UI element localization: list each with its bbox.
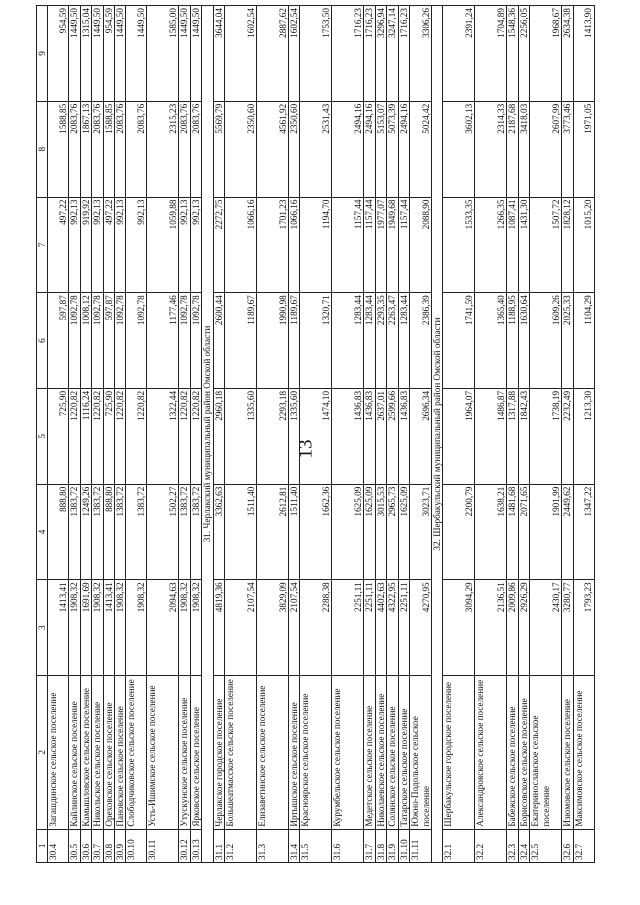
value-cell: 1188,95 <box>507 293 518 389</box>
value-cell: 992,13 <box>115 197 126 293</box>
settlement-name: Ярковское сельское поселение <box>190 676 201 830</box>
row-number: 30.9 <box>115 829 126 862</box>
value-cell: 1701,23 <box>257 197 289 293</box>
settlement-name: Бабежское сельское поселение <box>507 676 518 830</box>
value-cell: 1908,32 <box>190 580 201 676</box>
value-cell: 2531,43 <box>300 101 332 197</box>
value-cell: 1901,99 <box>530 484 562 580</box>
row-number: 32.7 <box>573 829 594 862</box>
settlement-name: Николаевское сельское поселение <box>375 676 386 830</box>
value-cell: 2251,11 <box>398 580 409 676</box>
header-cell: 3 <box>37 580 48 676</box>
row-number: 31.10 <box>398 829 409 862</box>
value-cell: 1625,09 <box>332 484 364 580</box>
value-cell: 1449,50 <box>69 6 80 102</box>
value-cell: 1220,82 <box>115 388 126 484</box>
value-cell: 2965,73 <box>387 484 398 580</box>
value-cell: 1249,26 <box>80 484 91 580</box>
value-cell: 1283,44 <box>364 293 375 389</box>
table-row <box>562 6 573 863</box>
value-cell: 1602,54 <box>289 6 300 102</box>
value-cell: 3247,14 <box>387 6 398 102</box>
table-row <box>530 6 562 863</box>
value-cell: 3602,13 <box>443 101 475 197</box>
value-cell: 2430,17 <box>530 580 562 676</box>
value-cell: 2256,05 <box>518 6 529 102</box>
value-cell: 597,87 <box>48 293 69 389</box>
settlement-name: Усть-Ишимское сельское поселение <box>147 676 179 830</box>
row-number: 32.3 <box>507 829 518 862</box>
value-cell: 1481,68 <box>507 484 518 580</box>
value-cell: 3023,71 <box>410 484 432 580</box>
value-cell: 1738,19 <box>530 388 562 484</box>
value-cell: 2251,11 <box>332 580 364 676</box>
value-cell: 3418,03 <box>518 101 529 197</box>
header-cell: 1 <box>37 829 48 862</box>
value-cell: 1585,00 <box>147 6 179 102</box>
header-cell: 2 <box>37 676 48 830</box>
row-number: 30.13 <box>190 829 201 862</box>
value-cell: 2083,76 <box>126 101 147 197</box>
value-cell: 954,59 <box>103 6 114 102</box>
value-cell: 1320,71 <box>300 293 332 389</box>
value-cell: 1908,32 <box>69 580 80 676</box>
section-title: 31. Черлакский муниципальный район Омской области <box>202 6 213 863</box>
table-row <box>443 6 475 863</box>
value-cell: 1335,60 <box>225 388 257 484</box>
value-cell: 3362,63 <box>213 484 224 580</box>
settlement-name: Солянское сельское поселение <box>387 676 398 830</box>
page-number: 13 <box>295 439 317 459</box>
value-cell: 1087,41 <box>507 197 518 293</box>
table-row <box>80 6 91 863</box>
value-cell: 2314,33 <box>475 101 507 197</box>
value-cell: 725,90 <box>103 388 114 484</box>
table-row <box>387 6 398 863</box>
row-number: 31.2 <box>225 829 257 862</box>
value-cell: 1704,89 <box>475 6 507 102</box>
value-cell: 2612,81 <box>257 484 289 580</box>
value-cell: 2251,11 <box>364 580 375 676</box>
value-cell: 1716,23 <box>398 6 409 102</box>
value-cell: 1220,82 <box>126 388 147 484</box>
value-cell: 1283,44 <box>332 293 364 389</box>
settlement-name: Ореховское сельское поселение <box>103 676 114 830</box>
value-cell: 2696,34 <box>410 388 432 484</box>
value-cell: 888,80 <box>48 484 69 580</box>
value-cell: 2887,62 <box>257 6 289 102</box>
value-cell: 2386,39 <box>410 293 432 389</box>
value-cell: 2449,62 <box>562 484 573 580</box>
row-number: 30.8 <box>103 829 114 862</box>
value-cell: 2637,01 <box>375 388 386 484</box>
row-number: 31.5 <box>300 829 332 862</box>
settlement-name: Иртышское сельское поселение <box>289 676 300 830</box>
value-cell: 992,13 <box>69 197 80 293</box>
value-cell: 888,80 <box>103 484 114 580</box>
value-cell: 1716,23 <box>332 6 364 102</box>
header-cell: 8 <box>37 101 48 197</box>
table-row <box>190 6 201 863</box>
value-cell: 1588,85 <box>103 101 114 197</box>
value-cell: 992,13 <box>92 197 103 293</box>
settlement-name: Камышловское сельское поселение <box>80 676 91 830</box>
value-cell: 1511,40 <box>289 484 300 580</box>
value-cell: 1383,72 <box>92 484 103 580</box>
value-cell: 1347,22 <box>573 484 594 580</box>
value-cell: 1968,67 <box>530 6 562 102</box>
value-cell: 1691,69 <box>80 580 91 676</box>
value-cell: 497,22 <box>48 197 69 293</box>
table-row <box>225 6 257 863</box>
row-number: 30.12 <box>179 829 190 862</box>
value-cell: 2083,76 <box>115 101 126 197</box>
value-cell: 725,90 <box>48 388 69 484</box>
value-cell: 1548,36 <box>507 6 518 102</box>
value-cell: 1266,35 <box>475 197 507 293</box>
value-cell: 1383,72 <box>115 484 126 580</box>
value-cell: 1189,67 <box>225 293 257 389</box>
value-cell: 1283,44 <box>398 293 409 389</box>
table-row <box>364 6 375 863</box>
value-cell: 1177,46 <box>147 293 179 389</box>
value-cell: 2083,76 <box>179 101 190 197</box>
value-cell: 2350,60 <box>289 101 300 197</box>
value-cell: 2272,75 <box>213 197 224 293</box>
value-cell: 5024,42 <box>410 101 432 197</box>
value-cell: 1436,83 <box>398 388 409 484</box>
value-cell: 1662,36 <box>300 484 332 580</box>
value-cell: 1753,50 <box>300 6 332 102</box>
header-row <box>37 6 48 863</box>
value-cell: 992,13 <box>179 197 190 293</box>
value-cell: 2494,16 <box>332 101 364 197</box>
row-number: 32.1 <box>443 829 475 862</box>
value-cell: 1220,82 <box>179 388 190 484</box>
value-cell: 1867,13 <box>80 101 91 197</box>
tariff-table <box>36 5 595 863</box>
value-cell: 3296,94 <box>375 6 386 102</box>
value-cell: 1066,16 <box>225 197 257 293</box>
settlement-name: Максимовское сельское поселение <box>573 676 594 830</box>
row-number: 32.6 <box>562 829 573 862</box>
value-cell: 1588,85 <box>48 101 69 197</box>
value-cell: 1449,50 <box>179 6 190 102</box>
value-cell: 1383,72 <box>126 484 147 580</box>
section-title: 32. Шербакульский муниципальный район Омской области <box>431 6 442 863</box>
value-cell: 1908,32 <box>92 580 103 676</box>
section-row <box>202 6 213 863</box>
value-cell: 3280,77 <box>562 580 573 676</box>
value-cell: 1971,05 <box>573 101 594 197</box>
table-row <box>115 6 126 863</box>
value-cell: 2200,79 <box>443 484 475 580</box>
value-cell: 1625,09 <box>364 484 375 580</box>
table-row <box>398 6 409 863</box>
header-cell: 5 <box>37 388 48 484</box>
value-cell: 2607,99 <box>530 101 562 197</box>
row-number: 30.11 <box>147 829 179 862</box>
section-row <box>431 6 442 863</box>
table-row <box>103 6 114 863</box>
value-cell: 1092,78 <box>92 293 103 389</box>
settlement-name: Александровское сельское поселение <box>475 676 507 830</box>
value-cell: 1213,30 <box>573 388 594 484</box>
value-cell: 2083,76 <box>92 101 103 197</box>
value-cell: 1092,78 <box>115 293 126 389</box>
table-row <box>518 6 529 863</box>
settlement-name: Большеатмасское сельское поселение <box>225 676 257 830</box>
table-row <box>48 6 69 863</box>
value-cell: 1908,32 <box>115 580 126 676</box>
settlement-name: Слободчиковское сельское поселение <box>126 676 147 830</box>
value-cell: 1157,44 <box>398 197 409 293</box>
value-cell: 1716,23 <box>364 6 375 102</box>
settlement-name: Южно-Подольское сельское поселение <box>410 676 432 830</box>
value-cell: 1317,88 <box>507 388 518 484</box>
value-cell: 1638,21 <box>475 484 507 580</box>
value-cell: 4819,36 <box>213 580 224 676</box>
settlement-name: Медетское сельское поселение <box>364 676 375 830</box>
value-cell: 1322,44 <box>147 388 179 484</box>
value-cell: 1220,82 <box>69 388 80 484</box>
table-row <box>92 6 103 863</box>
value-cell: 1908,32 <box>179 580 190 676</box>
value-cell: 992,13 <box>126 197 147 293</box>
table-row <box>69 6 80 863</box>
settlement-name: Черлакское городское поселение <box>213 676 224 830</box>
value-cell: 1449,50 <box>92 6 103 102</box>
settlement-name: Никольское сельское поселение <box>92 676 103 830</box>
settlement-name: Татарское сельское поселение <box>398 676 409 830</box>
value-cell: 1741,59 <box>443 293 475 389</box>
value-cell: 2293,35 <box>375 293 386 389</box>
row-number: 31.9 <box>387 829 398 862</box>
value-cell: 2288,38 <box>300 580 332 676</box>
settlement-name: Загашдинское сельское поселение <box>48 676 69 830</box>
value-cell: 5153,07 <box>375 101 386 197</box>
table-row <box>410 6 432 863</box>
value-cell: 1449,50 <box>115 6 126 102</box>
value-cell: 3773,46 <box>562 101 573 197</box>
value-cell: 1220,82 <box>190 388 201 484</box>
row-number: 31.1 <box>213 829 224 862</box>
value-cell: 1625,09 <box>398 484 409 580</box>
value-cell: 2494,16 <box>364 101 375 197</box>
row-number: 30.10 <box>126 829 147 862</box>
value-cell: 1365,40 <box>475 293 507 389</box>
value-cell: 1449,50 <box>190 6 201 102</box>
value-cell: 1908,32 <box>126 580 147 676</box>
value-cell: 1977,07 <box>375 197 386 293</box>
row-number: 31.6 <box>332 829 364 862</box>
value-cell: 954,59 <box>48 6 69 102</box>
value-cell: 2088,90 <box>410 197 432 293</box>
value-cell: 3829,09 <box>257 580 289 676</box>
row-number: 31.7 <box>364 829 375 862</box>
value-cell: 3644,04 <box>213 6 224 102</box>
settlement-name: Елизаветинское сельское поселение <box>257 676 289 830</box>
table-row <box>332 6 364 863</box>
value-cell: 2926,29 <box>518 580 529 676</box>
value-cell: 3015,53 <box>375 484 386 580</box>
header-cell: 7 <box>37 197 48 293</box>
value-cell: 1220,82 <box>92 388 103 484</box>
value-cell: 1015,20 <box>573 197 594 293</box>
settlement-name: Екатеринославское сельское поселение <box>530 676 562 830</box>
value-cell: 2071,65 <box>518 484 529 580</box>
value-cell: 5073,39 <box>387 101 398 197</box>
value-cell: 2599,66 <box>387 388 398 484</box>
value-cell: 4322,95 <box>387 580 398 676</box>
table-row <box>375 6 386 863</box>
tariff-table-rotated <box>36 5 632 863</box>
table-body <box>37 6 595 863</box>
value-cell: 1602,54 <box>225 6 257 102</box>
value-cell: 4402,63 <box>375 580 386 676</box>
row-number: 30.7 <box>92 829 103 862</box>
value-cell: 2634,38 <box>562 6 573 102</box>
row-number: 31.4 <box>289 829 300 862</box>
table-row <box>289 6 300 863</box>
value-cell: 1486,87 <box>475 388 507 484</box>
header-cell: 6 <box>37 293 48 389</box>
value-cell: 597,87 <box>103 293 114 389</box>
value-cell: 1315,04 <box>80 6 91 102</box>
value-cell: 1502,27 <box>147 484 179 580</box>
value-cell: 1609,26 <box>530 293 562 389</box>
row-number: 30.4 <box>48 829 69 862</box>
value-cell: 1413,41 <box>103 580 114 676</box>
value-cell: 1793,23 <box>573 580 594 676</box>
value-cell: 1092,78 <box>179 293 190 389</box>
header-cell: 4 <box>37 484 48 580</box>
value-cell: 2960,18 <box>213 388 224 484</box>
value-cell: 2391,24 <box>443 6 475 102</box>
value-cell: 1436,83 <box>332 388 364 484</box>
value-cell: 1092,78 <box>126 293 147 389</box>
value-cell: 2094,63 <box>147 580 179 676</box>
value-cell: 2293,18 <box>257 388 289 484</box>
value-cell: 1533,35 <box>443 197 475 293</box>
value-cell: 1157,44 <box>364 197 375 293</box>
settlement-name: Пановское сельское поселение <box>115 676 126 830</box>
table-row <box>573 6 594 863</box>
value-cell: 1157,44 <box>332 197 364 293</box>
value-cell: 1842,43 <box>518 388 529 484</box>
value-cell: 1008,12 <box>80 293 91 389</box>
value-cell: 3306,26 <box>410 6 432 102</box>
value-cell: 2136,51 <box>475 580 507 676</box>
value-cell: 919,92 <box>80 197 91 293</box>
value-cell: 4561,92 <box>257 101 289 197</box>
row-number: 31.3 <box>257 829 289 862</box>
value-cell: 2600,44 <box>213 293 224 389</box>
value-cell: 1431,30 <box>518 197 529 293</box>
value-cell: 1630,64 <box>518 293 529 389</box>
value-cell: 2107,54 <box>289 580 300 676</box>
table-row <box>126 6 147 863</box>
settlement-name: Курумбельское сельское поселение <box>332 676 364 830</box>
value-cell: 1092,78 <box>69 293 80 389</box>
table-row <box>475 6 507 863</box>
row-number: 32.2 <box>475 829 507 862</box>
value-cell: 3094,29 <box>443 580 475 676</box>
row-number: 30.6 <box>80 829 91 862</box>
row-number: 30.5 <box>69 829 80 862</box>
value-cell: 1949,68 <box>387 197 398 293</box>
value-cell: 1335,60 <box>289 388 300 484</box>
value-cell: 992,13 <box>190 197 201 293</box>
value-cell: 2187,68 <box>507 101 518 197</box>
settlement-name: Изюмовское сельское поселение <box>562 676 573 830</box>
value-cell: 1383,72 <box>69 484 80 580</box>
value-cell: 1511,40 <box>225 484 257 580</box>
value-cell: 497,22 <box>103 197 114 293</box>
settlement-name: Утускунское сельское поселение <box>179 676 190 830</box>
row-number: 31.8 <box>375 829 386 862</box>
value-cell: 1990,98 <box>257 293 289 389</box>
table-row <box>179 6 190 863</box>
value-cell: 1189,67 <box>289 293 300 389</box>
row-number: 31.11 <box>410 829 432 862</box>
value-cell: 2083,76 <box>190 101 201 197</box>
row-number: 32.4 <box>518 829 529 862</box>
value-cell: 4270,95 <box>410 580 432 676</box>
value-cell: 1092,78 <box>190 293 201 389</box>
value-cell: 1413,90 <box>573 6 594 102</box>
value-cell: 2350,60 <box>225 101 257 197</box>
settlement-name: Борисовское сельское поселение <box>518 676 529 830</box>
value-cell: 1383,72 <box>179 484 190 580</box>
settlement-name: Красноярское сельское поселение <box>300 676 332 830</box>
value-cell: 2232,49 <box>562 388 573 484</box>
value-cell: 1413,41 <box>48 580 69 676</box>
value-cell: 1059,88 <box>147 197 179 293</box>
settlement-name: Кайлинское сельское поселение <box>69 676 80 830</box>
value-cell: 1474,10 <box>300 388 332 484</box>
settlement-name: Шербакульское городское поселение <box>443 676 475 830</box>
value-cell: 1066,16 <box>289 197 300 293</box>
table-row <box>147 6 179 863</box>
value-cell: 2263,47 <box>387 293 398 389</box>
value-cell: 1507,72 <box>530 197 562 293</box>
value-cell: 1194,70 <box>300 197 332 293</box>
value-cell: 1436,83 <box>364 388 375 484</box>
table-row <box>507 6 518 863</box>
value-cell: 1449,50 <box>126 6 147 102</box>
value-cell: 2009,86 <box>507 580 518 676</box>
value-cell: 5569,79 <box>213 101 224 197</box>
value-cell: 2107,54 <box>225 580 257 676</box>
table-row <box>300 6 332 863</box>
value-cell: 1828,12 <box>562 197 573 293</box>
value-cell: 1383,72 <box>190 484 201 580</box>
value-cell: 2494,16 <box>398 101 409 197</box>
value-cell: 2083,76 <box>69 101 80 197</box>
value-cell: 1104,29 <box>573 293 594 389</box>
header-cell: 9 <box>37 6 48 102</box>
table-row <box>257 6 289 863</box>
value-cell: 1964,07 <box>443 388 475 484</box>
value-cell: 2025,33 <box>562 293 573 389</box>
value-cell: 2315,23 <box>147 101 179 197</box>
value-cell: 1116,24 <box>80 388 91 484</box>
row-number: 32.5 <box>530 829 562 862</box>
table-row <box>213 6 224 863</box>
